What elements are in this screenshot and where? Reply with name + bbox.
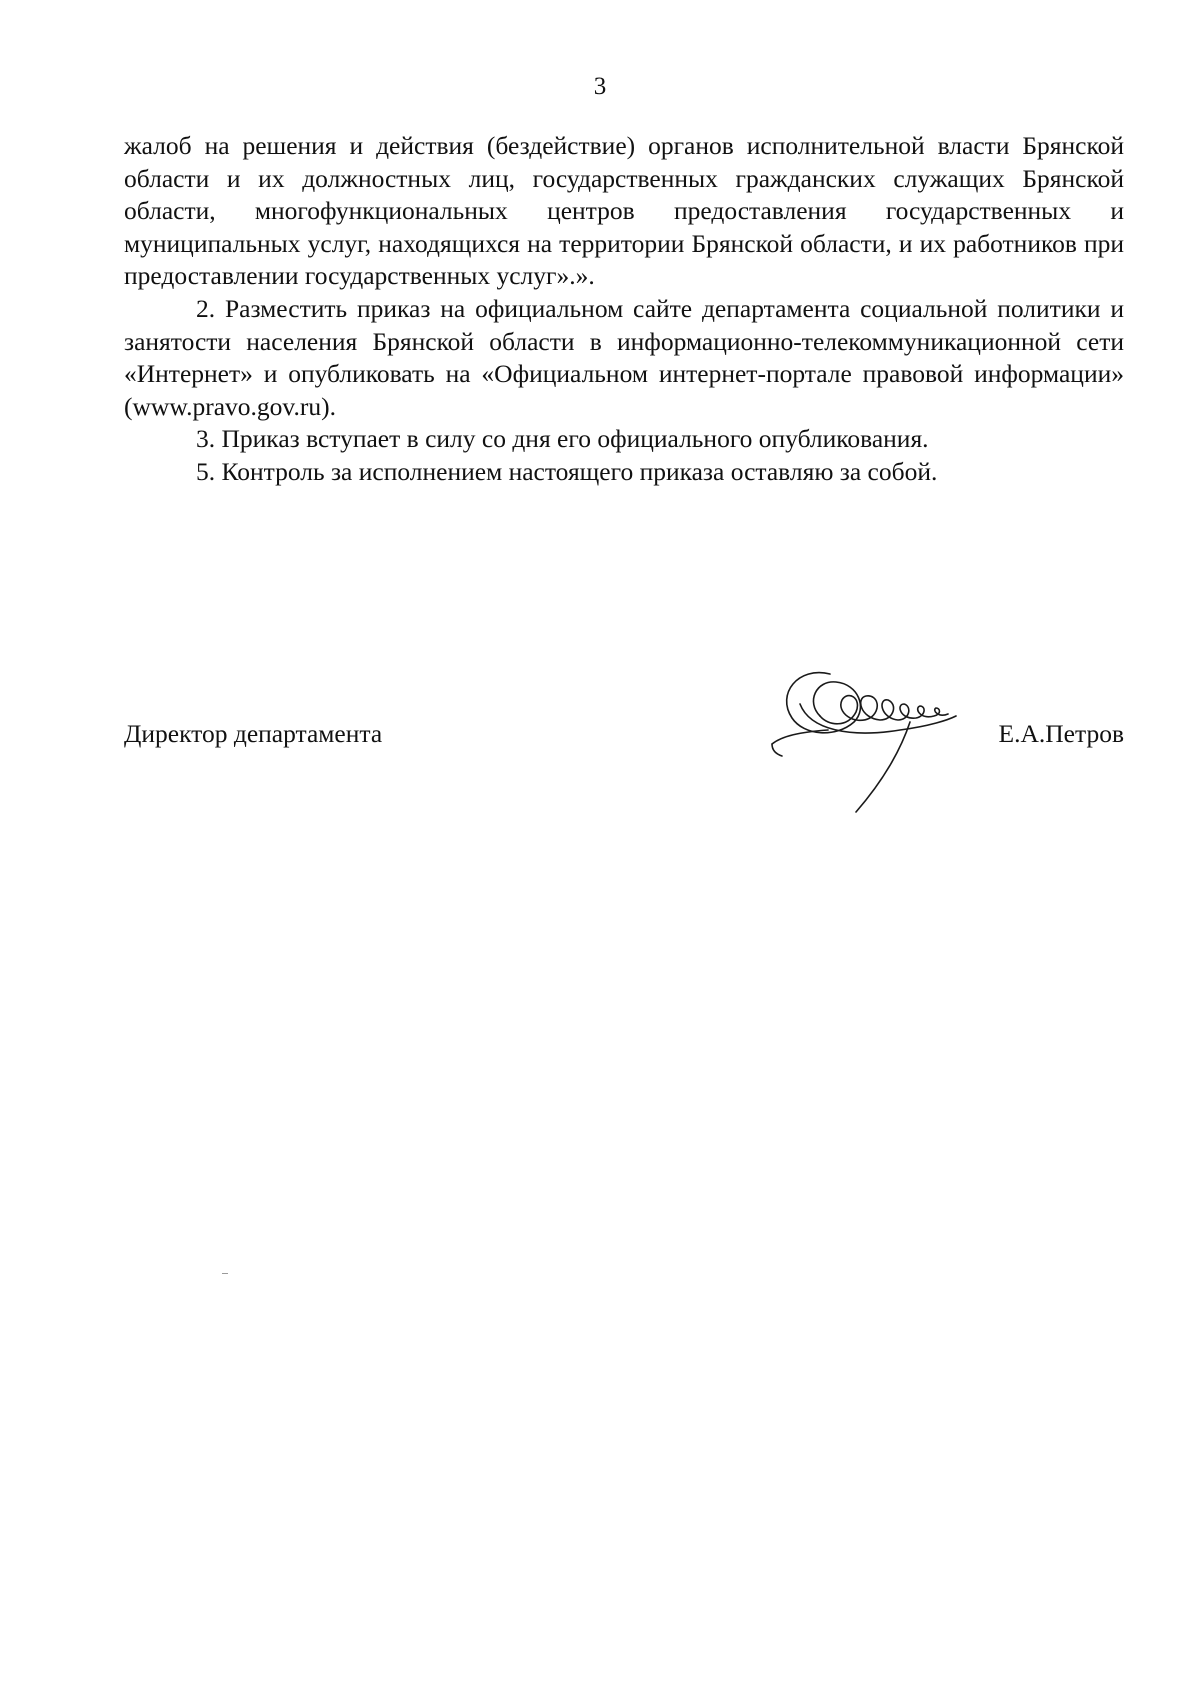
paragraph-item-5: 5. Контроль за исполнением настоящего приказа оставляю за собой. <box>196 456 938 486</box>
handwritten-signature <box>770 656 1010 836</box>
paragraph-item-3: 3. Приказ вступает в силу со дня его официального опубликования. <box>196 424 929 454</box>
signer-title: Директор департамента <box>124 719 383 748</box>
document-body <box>124 130 1124 489</box>
paragraph-item-2: 2. Разместить приказ на официальном сайте департамента социальной политики и занятости населения Брянской области в информационно-телекоммуникационной сети «Интернет» и опубликовать на «Официальном интернет-портале правовой информации» (www.pravo.gov.ru). <box>124 293 1124 421</box>
page-number: 3 <box>593 73 607 100</box>
paragraph-continuation: жалоб на решения и действия (бездействие) органов исполнительной власти Брянской области и их должностных лиц, государственных гражданских служащих Брянской области, многофункциональных центров предоставления государственных и муниципальных услуг, находящихся на территории Брянской области, и их работников при предоставлении государственных услуг».». <box>124 131 1124 291</box>
scan-artifact <box>222 1273 228 1274</box>
signer-name: Е.А.Петров <box>998 719 1124 748</box>
